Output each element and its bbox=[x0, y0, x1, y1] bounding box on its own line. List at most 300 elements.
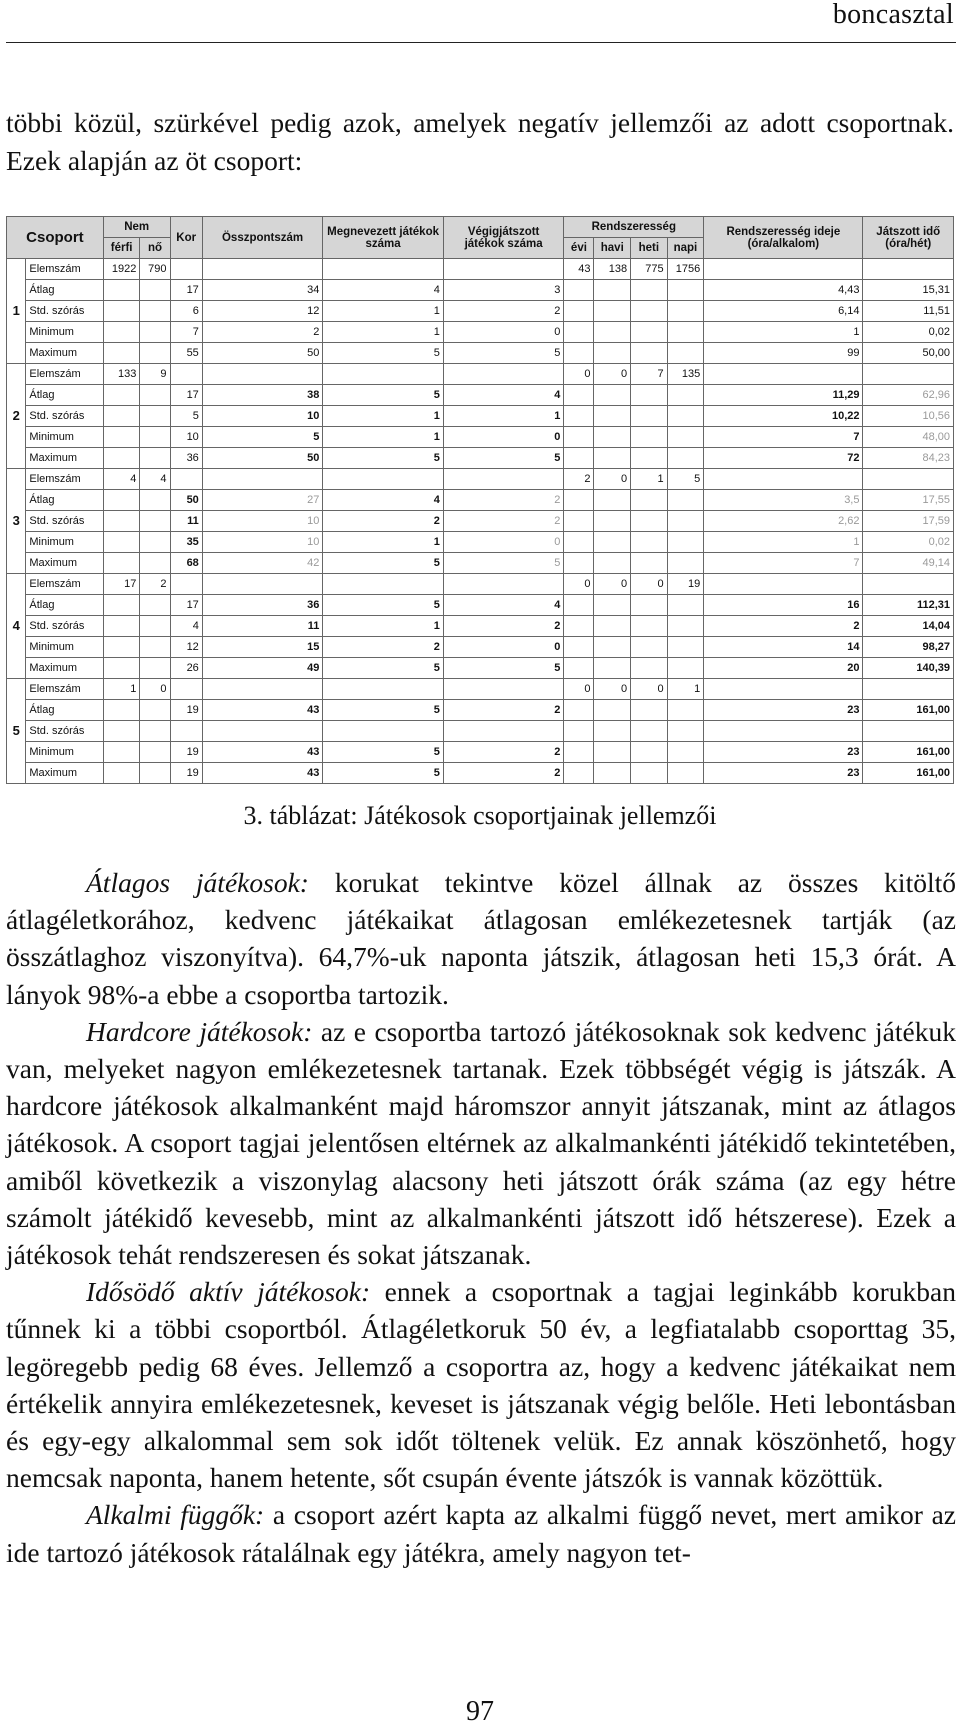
cell-no bbox=[140, 301, 170, 322]
cell-evi bbox=[564, 511, 594, 532]
col-header-osszpont: Összpontszám bbox=[202, 217, 323, 259]
row-label: Minimum bbox=[26, 637, 103, 658]
col-header-rendsz: Rendszeresség bbox=[564, 217, 704, 238]
table-row bbox=[7, 700, 954, 721]
cell-ferfi: 4 bbox=[103, 469, 140, 490]
cell-vegig: 0 bbox=[443, 427, 564, 448]
cell-havi: 0 bbox=[594, 364, 631, 385]
col-header-havi: havi bbox=[594, 238, 631, 259]
cell-no: 4 bbox=[140, 469, 170, 490]
col-header-heti: heti bbox=[631, 238, 668, 259]
cell-napi bbox=[667, 637, 704, 658]
paragraph-text: a csoport azért kapta az alkalmi függő nevet, mert amikor az ide tartozó játékosok rátalálnak egy játékra, amely nagyon tet- bbox=[6, 1499, 956, 1568]
cell-hetido: 50,00 bbox=[863, 343, 954, 364]
cell-kor: 26 bbox=[170, 658, 202, 679]
cell-ossz: 43 bbox=[202, 700, 323, 721]
cell-ferfi: 1 bbox=[103, 679, 140, 700]
cell-havi bbox=[594, 322, 631, 343]
table-row bbox=[7, 595, 954, 616]
body-text bbox=[6, 864, 956, 1571]
cell-ido: 6,14 bbox=[704, 301, 863, 322]
cell-havi bbox=[594, 595, 631, 616]
cell-no bbox=[140, 553, 170, 574]
cell-heti bbox=[631, 553, 668, 574]
paragraph-text: ennek a csoportnak a tagjai leginkább korukban tűnnek ki a többi csoportból. Átlagéletkoruk 50 év, a legfiatalabb csoporttag 35, legöregebb pedig 68 éves. Jellemző a csoportra az, hogy a kedvenc játékaikat nem értékelik annyira emlékezetesnek, keveset is játszanak végig belőle. Heti lebontásban és egy-egy alkalommal sem sok időt töltenek velük. Ez annak köszönhető, hogy nemcsak naponta, hanem hetente, sőt csupán évente játszók is vannak közöttük. bbox=[6, 1276, 957, 1494]
cell-ido bbox=[704, 259, 863, 280]
cell-ido: 16 bbox=[704, 595, 863, 616]
table-row bbox=[7, 616, 954, 637]
cell-kor: 17 bbox=[170, 280, 202, 301]
cell-heti bbox=[631, 343, 668, 364]
cell-ossz: 2 bbox=[202, 322, 323, 343]
cell-ossz bbox=[202, 469, 323, 490]
cell-heti bbox=[631, 448, 668, 469]
table-row bbox=[7, 385, 954, 406]
term-label: Alkalmi függők: bbox=[86, 1499, 265, 1531]
cell-evi: 0 bbox=[564, 679, 594, 700]
cell-vegig: 2 bbox=[443, 301, 564, 322]
cell-ossz: 5 bbox=[202, 427, 323, 448]
cell-havi bbox=[594, 280, 631, 301]
cell-no bbox=[140, 616, 170, 637]
table-row bbox=[7, 763, 954, 784]
cell-ido: 72 bbox=[704, 448, 863, 469]
row-label: Átlag bbox=[26, 700, 103, 721]
cell-napi bbox=[667, 280, 704, 301]
table-row bbox=[7, 469, 954, 490]
cell-kor: 17 bbox=[170, 595, 202, 616]
cell-megnev: 5 bbox=[323, 448, 444, 469]
cell-ferfi bbox=[103, 448, 140, 469]
cell-ferfi bbox=[103, 658, 140, 679]
cell-no bbox=[140, 511, 170, 532]
cell-ossz: 27 bbox=[202, 490, 323, 511]
cell-ferfi bbox=[103, 280, 140, 301]
cell-napi bbox=[667, 490, 704, 511]
cell-hetido bbox=[863, 574, 954, 595]
row-label: Std. szórás bbox=[26, 721, 103, 742]
cell-ossz: 38 bbox=[202, 385, 323, 406]
cell-napi bbox=[667, 511, 704, 532]
table-row bbox=[7, 679, 954, 700]
cell-kor: 19 bbox=[170, 742, 202, 763]
row-label: Std. szórás bbox=[26, 511, 103, 532]
cell-evi: 0 bbox=[564, 574, 594, 595]
cell-ossz: 11 bbox=[202, 616, 323, 637]
cell-hetido: 0,02 bbox=[863, 322, 954, 343]
cell-vegig: 3 bbox=[443, 280, 564, 301]
cell-ido bbox=[704, 679, 863, 700]
table-row bbox=[7, 280, 954, 301]
cell-ferfi bbox=[103, 616, 140, 637]
row-label: Átlag bbox=[26, 280, 103, 301]
cell-ferfi bbox=[103, 742, 140, 763]
cell-heti bbox=[631, 742, 668, 763]
cell-megnev: 1 bbox=[323, 322, 444, 343]
cell-megnev bbox=[323, 469, 444, 490]
cell-vegig: 5 bbox=[443, 448, 564, 469]
cell-megnev bbox=[323, 574, 444, 595]
row-label: Minimum bbox=[26, 532, 103, 553]
cell-megnev: 5 bbox=[323, 700, 444, 721]
cell-evi bbox=[564, 658, 594, 679]
cell-ossz: 50 bbox=[202, 448, 323, 469]
col-header-vegig: Végigjátszott játékok száma bbox=[443, 217, 564, 259]
cell-vegig: 0 bbox=[443, 322, 564, 343]
cell-no bbox=[140, 385, 170, 406]
cell-heti bbox=[631, 721, 668, 742]
cell-vegig: 2 bbox=[443, 700, 564, 721]
cell-megnev: 1 bbox=[323, 532, 444, 553]
cell-megnev bbox=[323, 721, 444, 742]
term-label: Átlagos játékosok: bbox=[86, 867, 309, 898]
cell-hetido bbox=[863, 364, 954, 385]
row-label: Minimum bbox=[26, 427, 103, 448]
cell-vegig: 0 bbox=[443, 637, 564, 658]
cell-napi bbox=[667, 700, 704, 721]
row-label: Elemszám bbox=[26, 679, 103, 700]
table-row bbox=[7, 364, 954, 385]
cell-kor: 4 bbox=[170, 616, 202, 637]
cell-ferfi bbox=[103, 553, 140, 574]
cell-megnev: 1 bbox=[323, 406, 444, 427]
cell-ido: 23 bbox=[704, 742, 863, 763]
cell-napi: 1 bbox=[667, 679, 704, 700]
cell-ferfi bbox=[103, 301, 140, 322]
header-rule bbox=[6, 42, 956, 43]
cell-ossz: 50 bbox=[202, 343, 323, 364]
cell-napi: 135 bbox=[667, 364, 704, 385]
col-header-rendsz-ido: Rendszeresség ideje (óra/alkalom) bbox=[704, 217, 863, 259]
cell-hetido: 140,39 bbox=[863, 658, 954, 679]
cell-heti bbox=[631, 700, 668, 721]
cell-hetido: 112,31 bbox=[863, 595, 954, 616]
col-header-evi: évi bbox=[564, 238, 594, 259]
cell-vegig: 2 bbox=[443, 616, 564, 637]
cell-hetido: 10,56 bbox=[863, 406, 954, 427]
cell-napi: 19 bbox=[667, 574, 704, 595]
cell-napi bbox=[667, 322, 704, 343]
intro-paragraph: többi közül, szürkével pedig azok, amelyek negatív jellemzői az adott csoportnak. Ezek alapján az öt csoport: bbox=[6, 107, 954, 176]
cell-ido bbox=[704, 721, 863, 742]
cell-ossz bbox=[202, 721, 323, 742]
cell-heti bbox=[631, 280, 668, 301]
cell-heti: 775 bbox=[631, 259, 668, 280]
cell-evi bbox=[564, 616, 594, 637]
col-header-jatszott: Játszott idő (óra/hét) bbox=[863, 217, 954, 259]
cell-hetido bbox=[863, 721, 954, 742]
cell-havi bbox=[594, 343, 631, 364]
cell-megnev: 5 bbox=[323, 553, 444, 574]
cell-evi bbox=[564, 301, 594, 322]
cell-no bbox=[140, 700, 170, 721]
cell-kor: 7 bbox=[170, 322, 202, 343]
cell-hetido: 17,55 bbox=[863, 490, 954, 511]
cell-vegig bbox=[443, 574, 564, 595]
cell-ossz: 34 bbox=[202, 280, 323, 301]
cell-heti bbox=[631, 301, 668, 322]
paragraph-text: az e csoportba tartozó játékosoknak sok kedvenc játékuk van, melyeket nagyon emlékezetesnek tartanak. Ezek többségét végig is játszák. A hardcore játékosok alkalmanként majd háromszor annyit játszanak, mint az átlagos játékosok. A csoport tagjai jelentősen eltérnek az alkalmankénti játékidő tekintetében, amiből következik a viszonylag alacsony heti játszott órák száma (az egy hétre számolt játékidő kevesebb, mint az alkalmankénti játszott idő hétszerese). Ezek a játékosok tehát rendszeresen és sokat játszanak. bbox=[6, 1015, 956, 1271]
cell-megnev: 2 bbox=[323, 637, 444, 658]
cell-no bbox=[140, 406, 170, 427]
row-label: Elemszám bbox=[26, 469, 103, 490]
cell-evi bbox=[564, 385, 594, 406]
cell-vegig bbox=[443, 259, 564, 280]
paragraph-text: korukat tekintve közel állnak az összes kitöltő átlagéletkorához, kedvenc játékaikat átlagosan emlékezetesnek tartják (az összátlaghoz viszonyítva). 64,7%-uk naponta játszik, átlagosan heti 15,3 órát. A lányok 98%-a ebbe a csoportba tartozik. bbox=[6, 867, 956, 1010]
cell-havi bbox=[594, 427, 631, 448]
cell-hetido bbox=[863, 259, 954, 280]
row-label: Std. szórás bbox=[26, 406, 103, 427]
table-row bbox=[7, 742, 954, 763]
row-label: Std. szórás bbox=[26, 616, 103, 637]
cell-heti bbox=[631, 322, 668, 343]
cell-napi bbox=[667, 406, 704, 427]
cell-evi bbox=[564, 427, 594, 448]
cell-megnev: 1 bbox=[323, 427, 444, 448]
cell-vegig: 2 bbox=[443, 511, 564, 532]
cell-hetido: 0,02 bbox=[863, 532, 954, 553]
cell-havi bbox=[594, 553, 631, 574]
row-label: Átlag bbox=[26, 595, 103, 616]
cell-heti: 1 bbox=[631, 469, 668, 490]
row-label: Elemszám bbox=[26, 364, 103, 385]
cell-ido: 10,22 bbox=[704, 406, 863, 427]
table-row bbox=[7, 259, 954, 280]
cell-hetido bbox=[863, 679, 954, 700]
row-label: Maximum bbox=[26, 763, 103, 784]
cell-napi bbox=[667, 532, 704, 553]
cell-ferfi: 17 bbox=[103, 574, 140, 595]
cell-ido: 99 bbox=[704, 343, 863, 364]
term-label: Idősödő aktív játékosok: bbox=[86, 1276, 371, 1308]
group-number: 3 bbox=[7, 469, 26, 574]
cell-no bbox=[140, 343, 170, 364]
groups-table bbox=[6, 216, 954, 784]
cell-evi: 0 bbox=[564, 364, 594, 385]
row-label: Maximum bbox=[26, 553, 103, 574]
cell-vegig: 5 bbox=[443, 658, 564, 679]
cell-ido: 23 bbox=[704, 700, 863, 721]
cell-hetido: 15,31 bbox=[863, 280, 954, 301]
cell-heti bbox=[631, 616, 668, 637]
cell-ido: 2,62 bbox=[704, 511, 863, 532]
cell-ido: 14 bbox=[704, 637, 863, 658]
cell-ferfi bbox=[103, 343, 140, 364]
cell-ossz bbox=[202, 574, 323, 595]
cell-evi bbox=[564, 322, 594, 343]
cell-havi bbox=[594, 658, 631, 679]
col-header-megnev: Megnevezett játékok száma bbox=[323, 217, 444, 259]
cell-no: 790 bbox=[140, 259, 170, 280]
cell-havi bbox=[594, 511, 631, 532]
cell-ferfi bbox=[103, 721, 140, 742]
cell-evi bbox=[564, 280, 594, 301]
table-row bbox=[7, 658, 954, 679]
cell-ido bbox=[704, 364, 863, 385]
cell-kor: 50 bbox=[170, 490, 202, 511]
cell-ido: 20 bbox=[704, 658, 863, 679]
cell-ferfi bbox=[103, 532, 140, 553]
cell-hetido: 161,00 bbox=[863, 700, 954, 721]
cell-no bbox=[140, 721, 170, 742]
cell-havi bbox=[594, 763, 631, 784]
cell-megnev: 1 bbox=[323, 301, 444, 322]
cell-megnev: 1 bbox=[323, 616, 444, 637]
col-header-kor: Kor bbox=[170, 217, 202, 259]
cell-ferfi bbox=[103, 322, 140, 343]
cell-vegig: 2 bbox=[443, 742, 564, 763]
cell-kor bbox=[170, 721, 202, 742]
cell-megnev: 5 bbox=[323, 385, 444, 406]
cell-megnev: 4 bbox=[323, 280, 444, 301]
cell-havi bbox=[594, 532, 631, 553]
cell-heti bbox=[631, 763, 668, 784]
cell-vegig bbox=[443, 721, 564, 742]
cell-ossz bbox=[202, 259, 323, 280]
table-row bbox=[7, 406, 954, 427]
cell-evi bbox=[564, 343, 594, 364]
cell-megnev bbox=[323, 364, 444, 385]
cell-ossz: 10 bbox=[202, 532, 323, 553]
cell-no: 0 bbox=[140, 679, 170, 700]
cell-havi bbox=[594, 301, 631, 322]
cell-napi: 5 bbox=[667, 469, 704, 490]
cell-heti bbox=[631, 511, 668, 532]
table-row bbox=[7, 721, 954, 742]
row-label: Maximum bbox=[26, 448, 103, 469]
cell-no bbox=[140, 280, 170, 301]
cell-havi: 0 bbox=[594, 679, 631, 700]
table-row bbox=[7, 532, 954, 553]
cell-no bbox=[140, 322, 170, 343]
table-row bbox=[7, 301, 954, 322]
col-header-no: nő bbox=[140, 238, 170, 259]
cell-heti bbox=[631, 532, 668, 553]
cell-ferfi bbox=[103, 700, 140, 721]
cell-no bbox=[140, 595, 170, 616]
cell-evi bbox=[564, 700, 594, 721]
cell-megnev: 2 bbox=[323, 511, 444, 532]
cell-ferfi: 1922 bbox=[103, 259, 140, 280]
row-label: Minimum bbox=[26, 742, 103, 763]
cell-ossz: 43 bbox=[202, 763, 323, 784]
group-number: 4 bbox=[7, 574, 26, 679]
table-caption: 3. táblázat: Játékosok csoportjainak jellemzői bbox=[243, 801, 717, 830]
cell-evi bbox=[564, 763, 594, 784]
cell-ido: 1 bbox=[704, 532, 863, 553]
cell-napi bbox=[667, 301, 704, 322]
cell-no bbox=[140, 637, 170, 658]
cell-ferfi bbox=[103, 427, 140, 448]
cell-evi bbox=[564, 406, 594, 427]
cell-megnev: 4 bbox=[323, 490, 444, 511]
group-number: 2 bbox=[7, 364, 26, 469]
cell-ferfi bbox=[103, 637, 140, 658]
cell-ossz bbox=[202, 364, 323, 385]
cell-napi bbox=[667, 427, 704, 448]
cell-hetido: 161,00 bbox=[863, 742, 954, 763]
cell-evi bbox=[564, 595, 594, 616]
cell-havi bbox=[594, 385, 631, 406]
table-header-row bbox=[7, 217, 954, 238]
cell-no bbox=[140, 427, 170, 448]
cell-ferfi bbox=[103, 385, 140, 406]
cell-megnev: 5 bbox=[323, 658, 444, 679]
cell-no: 9 bbox=[140, 364, 170, 385]
cell-ido bbox=[704, 574, 863, 595]
row-label: Elemszám bbox=[26, 574, 103, 595]
cell-megnev: 5 bbox=[323, 763, 444, 784]
paragraph-idosodo bbox=[6, 1273, 956, 1496]
row-label: Maximum bbox=[26, 658, 103, 679]
cell-evi: 2 bbox=[564, 469, 594, 490]
cell-vegig: 5 bbox=[443, 343, 564, 364]
table-row bbox=[7, 637, 954, 658]
cell-kor: 36 bbox=[170, 448, 202, 469]
cell-ferfi bbox=[103, 595, 140, 616]
cell-heti bbox=[631, 406, 668, 427]
cell-napi bbox=[667, 721, 704, 742]
cell-vegig bbox=[443, 364, 564, 385]
paragraph-alkalmi bbox=[6, 1496, 956, 1570]
table-row bbox=[7, 427, 954, 448]
cell-no bbox=[140, 448, 170, 469]
paragraph-hardcore bbox=[6, 1013, 956, 1273]
running-header: boncasztal bbox=[832, 0, 954, 30]
term-label: Hardcore játékosok: bbox=[86, 1015, 313, 1047]
cell-evi bbox=[564, 637, 594, 658]
cell-havi bbox=[594, 721, 631, 742]
cell-hetido bbox=[863, 469, 954, 490]
cell-vegig bbox=[443, 469, 564, 490]
col-header-ferfi: férfi bbox=[103, 238, 140, 259]
cell-heti: 0 bbox=[631, 679, 668, 700]
cell-evi bbox=[564, 448, 594, 469]
cell-napi bbox=[667, 343, 704, 364]
cell-ossz: 10 bbox=[202, 406, 323, 427]
group-number: 5 bbox=[7, 679, 26, 784]
cell-hetido: 84,23 bbox=[863, 448, 954, 469]
cell-hetido: 49,14 bbox=[863, 553, 954, 574]
cell-evi bbox=[564, 553, 594, 574]
cell-havi: 0 bbox=[594, 469, 631, 490]
cell-no bbox=[140, 490, 170, 511]
cell-kor: 19 bbox=[170, 763, 202, 784]
cell-kor bbox=[170, 469, 202, 490]
cell-ossz bbox=[202, 679, 323, 700]
cell-vegig: 2 bbox=[443, 763, 564, 784]
paragraph-atlagos bbox=[6, 864, 956, 1013]
cell-ossz: 42 bbox=[202, 553, 323, 574]
page-number: 97 bbox=[466, 1696, 494, 1727]
cell-ido: 7 bbox=[704, 553, 863, 574]
cell-havi bbox=[594, 490, 631, 511]
cell-vegig: 1 bbox=[443, 406, 564, 427]
cell-havi: 0 bbox=[594, 574, 631, 595]
table-row bbox=[7, 448, 954, 469]
cell-kor: 55 bbox=[170, 343, 202, 364]
cell-kor: 17 bbox=[170, 385, 202, 406]
cell-ido: 1 bbox=[704, 322, 863, 343]
cell-no bbox=[140, 742, 170, 763]
cell-napi bbox=[667, 385, 704, 406]
table-row bbox=[7, 343, 954, 364]
cell-evi bbox=[564, 532, 594, 553]
cell-kor bbox=[170, 679, 202, 700]
cell-napi bbox=[667, 742, 704, 763]
cell-ido: 2 bbox=[704, 616, 863, 637]
cell-kor: 19 bbox=[170, 700, 202, 721]
